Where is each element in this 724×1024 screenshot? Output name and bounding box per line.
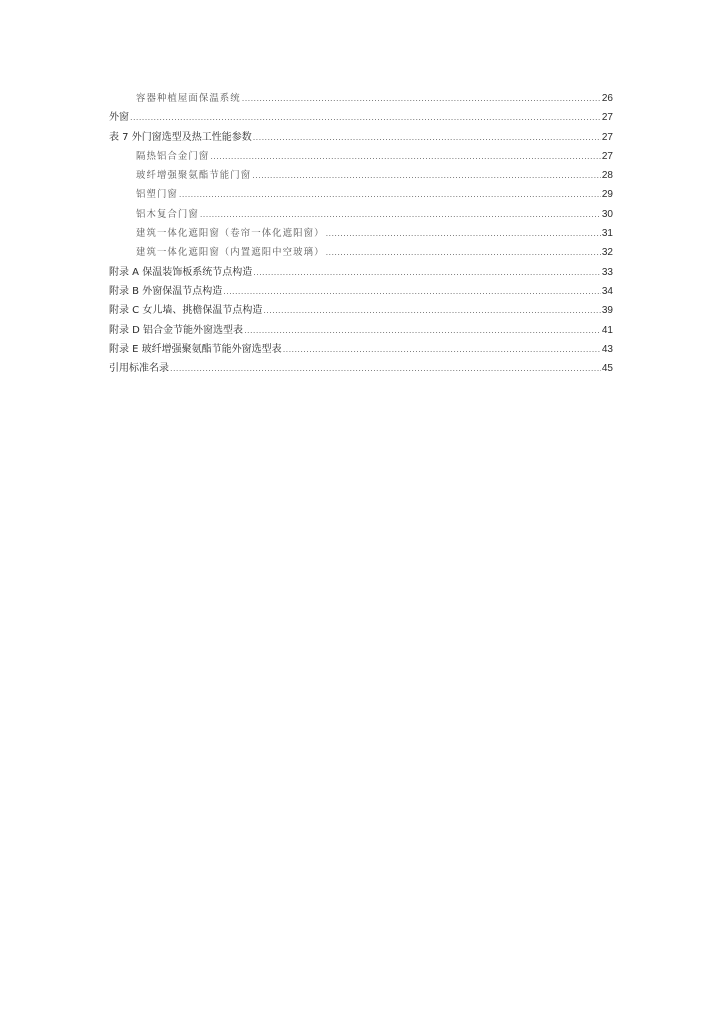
toc-entry[interactable] [109,243,613,262]
toc-entry[interactable] [109,185,613,204]
toc-dot-leader [170,359,601,378]
toc-dot-leader [326,224,601,243]
toc-page-number: 41 [601,324,613,336]
toc-entry-title: 隔热铝合金门窗 [136,150,210,162]
toc-page-number: 28 [601,170,613,182]
toc-entry-title: 附录 C 女儿墙、挑檐保温节点构造 [109,305,263,317]
toc-entry-title: 附录 A 保温装饰板系统节点构造 [109,266,253,278]
toc-page-number: 26 [601,93,613,104]
toc-entry[interactable] [109,359,613,378]
toc-page-number: 45 [601,363,613,375]
toc-entry[interactable] [109,224,613,243]
toc-entry[interactable] [109,282,613,301]
toc-page-number: 27 [601,150,613,162]
toc-entry[interactable] [109,147,613,166]
toc-entry[interactable] [109,301,613,320]
toc-entry-title: 引用标准名录 [109,363,169,375]
toc-entry-title: 建筑一体化遮阳窗（内置遮阳中空玻璃） [136,247,325,259]
toc-page-number: 32 [601,247,613,259]
toc-page-number: 33 [601,266,613,278]
toc-dot-leader [283,340,601,359]
table-of-contents [109,89,613,378]
toc-dot-leader [210,147,601,166]
toc-dot-leader [252,166,601,185]
toc-dot-leader [244,321,601,340]
toc-entry-title: 铝木复合门窗 [136,208,199,220]
toc-entry-title: 建筑一体化遮阳窗（卷帘一体化遮阳窗） [136,228,325,240]
toc-entry-title: 附录 D 铝合金节能外窗选型表 [109,324,244,336]
toc-dot-leader [242,89,601,108]
toc-entry-title: 铝塑门窗 [136,189,178,201]
toc-page-number: 30 [601,208,613,220]
toc-entry-title: 容器种植屋面保温系统 [136,93,241,104]
toc-entry-title: 外窗 [109,112,129,124]
toc-page-number: 31 [601,228,613,240]
toc-entry[interactable] [109,166,613,185]
toc-dot-leader [253,263,601,282]
toc-page-number: 43 [601,343,613,355]
toc-entry[interactable] [109,321,613,340]
toc-entry[interactable] [109,340,613,359]
toc-entry[interactable] [109,263,613,282]
toc-entry-title: 附录 B 外窗保温节点构造 [109,285,223,297]
toc-entry[interactable] [109,89,613,108]
toc-page-number: 39 [601,305,613,317]
toc-dot-leader [253,128,601,147]
toc-entry-title: 表 7 外门窗选型及热工性能参数 [109,131,252,143]
toc-dot-leader [200,205,601,224]
toc-dot-leader [326,243,601,262]
toc-page-number: 27 [601,112,613,124]
toc-page-number: 29 [601,189,613,201]
toc-dot-leader [179,185,601,204]
toc-dot-leader [263,301,601,320]
toc-entry-title: 附录 E 玻纤增强聚氨酯节能外窗选型表 [109,343,282,355]
toc-page-number: 34 [601,285,613,297]
toc-page-number: 27 [601,131,613,143]
toc-entry-title: 玻纤增强聚氨酯节能门窗 [136,170,252,182]
toc-entry[interactable] [109,205,613,224]
toc-entry[interactable] [109,128,613,147]
toc-dot-leader [130,108,601,127]
toc-entry[interactable] [109,108,613,127]
toc-dot-leader [223,282,601,301]
